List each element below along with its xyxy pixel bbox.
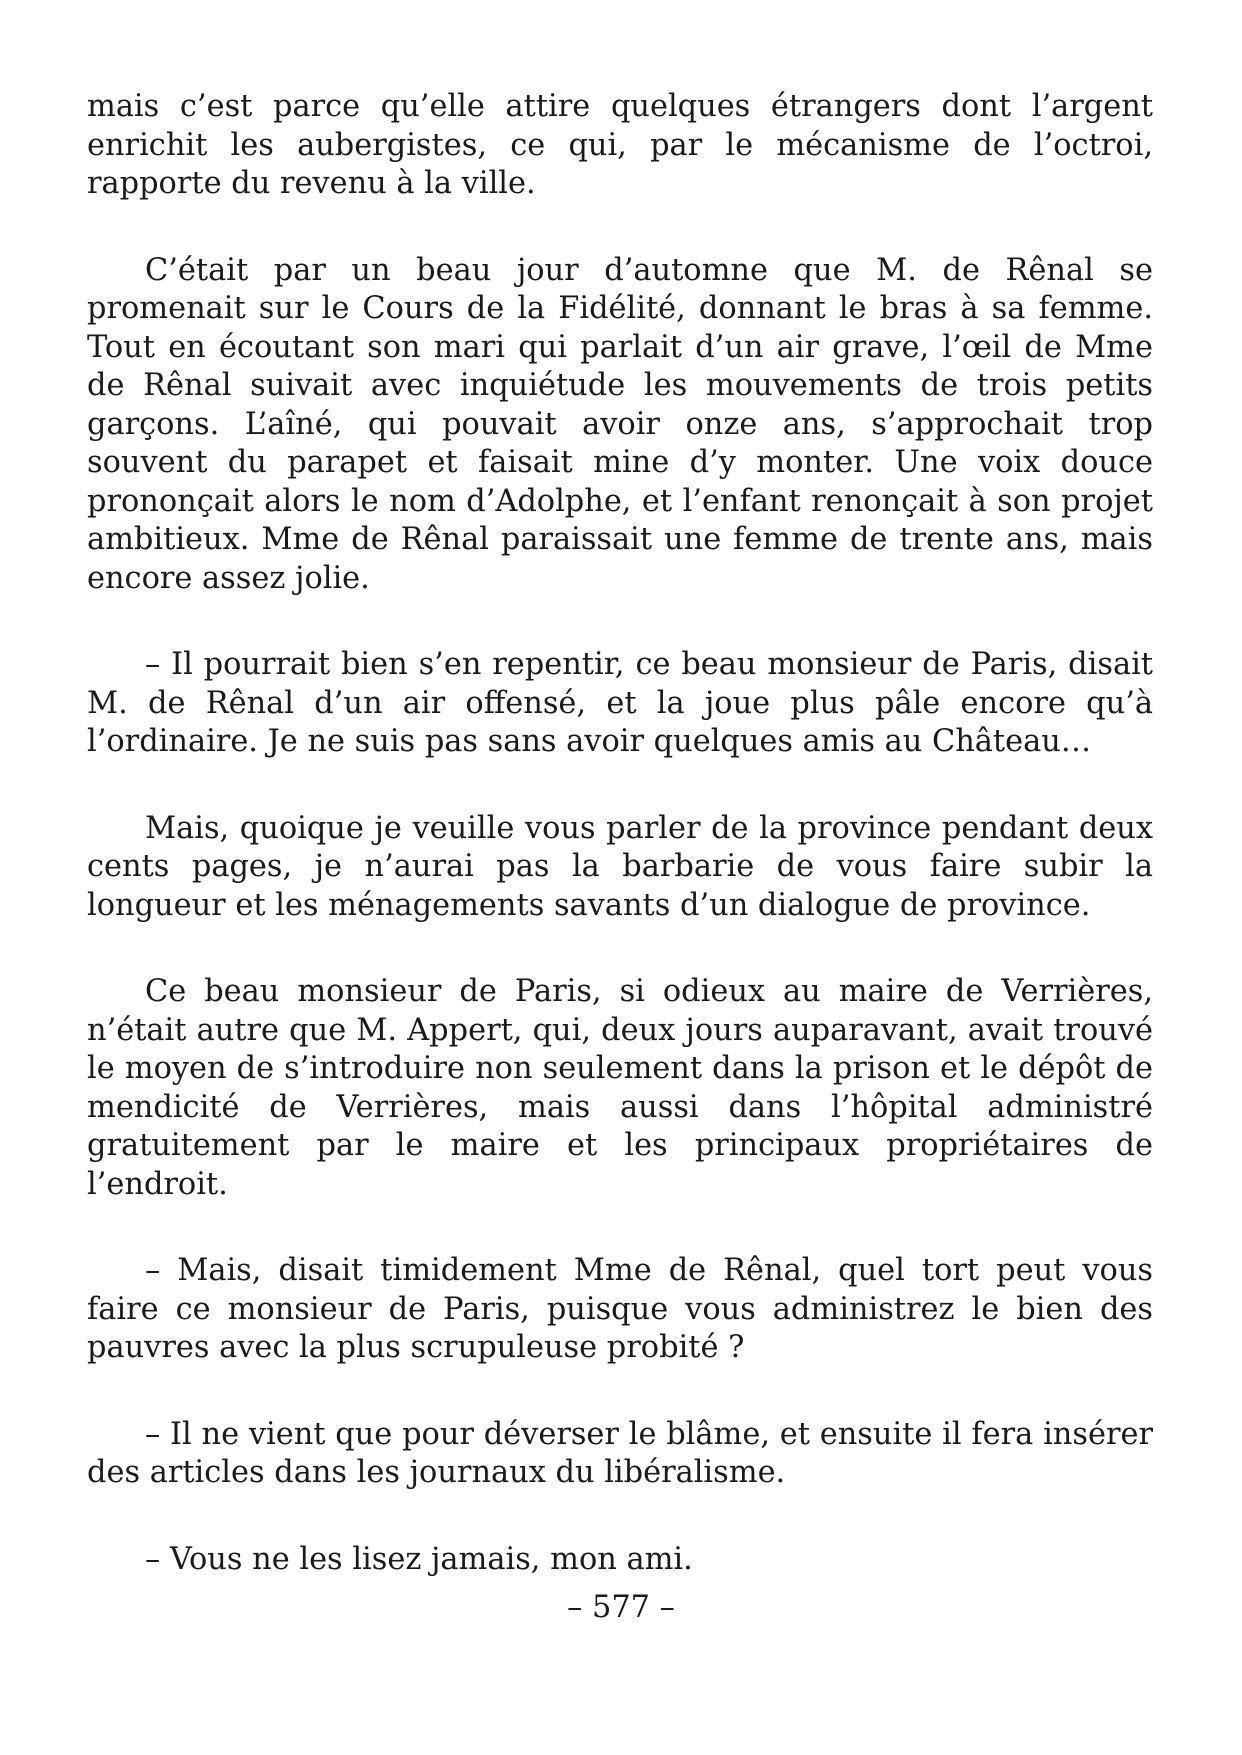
paragraph: C’était par un beau jour d’automne que M. de Rênal se promenait sur le Cours de la Fidélité, donnant le bras à sa femme. Tout en écoutant son mari qui parlait d’un air grave, l’œil de Mme de Rênal suivait avec inquiétude les mouvements de trois petits garçons. L’aîné, qui pouvait avoir onze ans, s’approchait trop souvent du parapet et faisait mine d’y monter. Une voix douce prononçait alors le nom d’Adolphe, et l’enfant renonçait à son projet ambitieux. Mme de Rênal paraissait une femme de trente ans, mais encore assez jolie. bbox=[87, 252, 1153, 596]
paragraph: – Mais, disait timidement Mme de Rênal, quel tort peut vous faire ce monsieur de Paris, puisque vous administrez le bien des pauvres avec la plus scrupuleuse probité ? bbox=[87, 1253, 1153, 1365]
paragraph: Ce beau monsieur de Paris, si odieux au maire de Verrières, n’était autre que M. Appert, qui, deux jours auparavant, avait trouvé le moyen de s’introduire non seulement dans la prison et le dépôt de mendicité de Verrières, mais aussi dans l’hôpital administré gratuitement par le maire et les principaux propriétaires de l’endroit. bbox=[87, 974, 1153, 1202]
page-body bbox=[87, 88, 1153, 1627]
page-number: – 577 – bbox=[567, 1590, 675, 1625]
paragraph: – Il ne vient que pour déverser le blâme, et ensuite il fera insérer des articles dans les journaux du libéralisme. bbox=[87, 1416, 1153, 1490]
paragraph: – Il pourrait bien s’en repentir, ce beau monsieur de Paris, disait M. de Rênal d’un air offensé, et la joue plus pâle encore qu’à l’ordinaire. Je ne suis pas sans avoir quelques amis au Château… bbox=[87, 647, 1153, 759]
paragraph: mais c’est parce qu’elle attire quelques étrangers dont l’argent enrichit les aubergistes, ce qui, par le mécanisme de l’octroi, rapporte du revenu à la ville. bbox=[87, 89, 1153, 201]
paragraph: Mais, quoique je veuille vous parler de la province pendant deux cents pages, je n’aurai pas la barbarie de vous faire subir la longueur et les ménagements savants d’un dialogue de province. bbox=[87, 810, 1153, 923]
paragraph: – Vous ne les lisez jamais, mon ami. bbox=[145, 1541, 693, 1577]
